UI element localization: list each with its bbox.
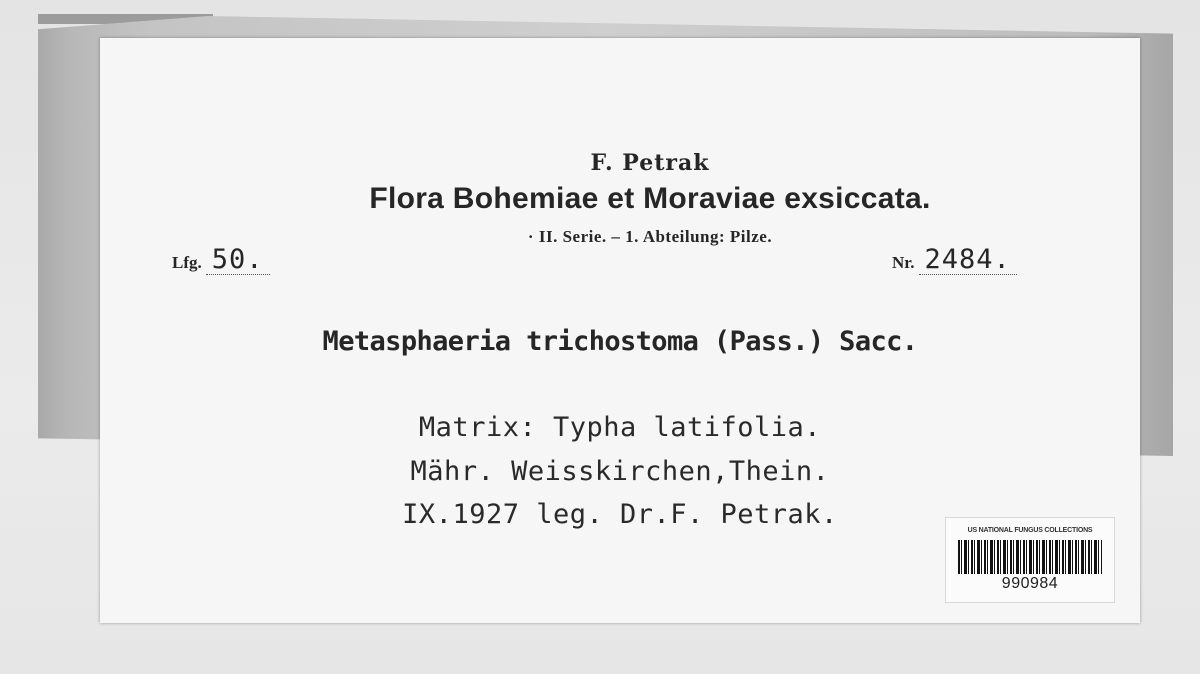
lfg-field [172, 246, 270, 275]
nr-field [892, 246, 1017, 275]
barcode-sticker [945, 517, 1115, 603]
collector-name: F. Petrak [590, 150, 710, 176]
lfg-prefix: Lfg. [172, 253, 202, 272]
series-title: Flora Bohemiae et Moraviae exsiccata. [369, 182, 931, 215]
nr-prefix: Nr. [892, 253, 915, 272]
barcode-number: 990984 [1001, 575, 1059, 592]
matrix-line: Matrix: Typha latifolia. [418, 412, 822, 443]
nr-value: 2484. [919, 246, 1017, 275]
barcode-icon [958, 540, 1102, 574]
lfg-value: 50. [206, 246, 270, 275]
barcode-institution: US NATIONAL FUNGUS COLLECTIONS [967, 527, 1093, 534]
locality-line: Mähr. Weisskirchen,Thein. [410, 456, 830, 487]
date-collector-line: IX.1927 leg. Dr.F. Petrak. [402, 499, 838, 530]
series-subtitle: · II. Serie. – 1. Abteilung: Pilze. [527, 227, 773, 246]
species-name: Metasphaeria trichostoma (Pass.) Sacc. [322, 326, 918, 357]
